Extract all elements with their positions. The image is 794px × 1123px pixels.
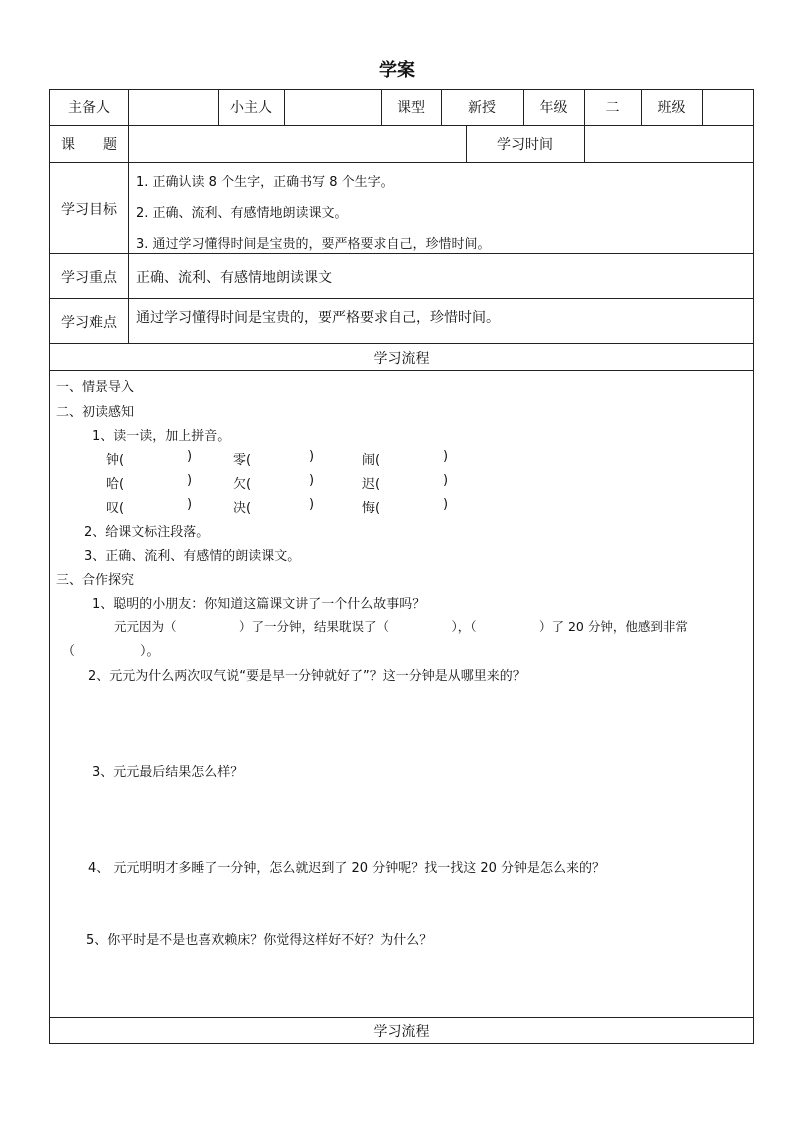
question-item: 3、元元最后结果怎么样？: [92, 765, 244, 780]
row-divider: [49, 1017, 754, 1018]
type-value: 新授: [468, 100, 496, 116]
section-heading: 二、初读感知: [56, 405, 135, 420]
goal-item: 3. 通过学习懂得时间是宝贵的，要严格要求自己，珍惜时间。: [136, 237, 491, 252]
task-item: 1、读一读，加上拼音。: [92, 429, 231, 444]
row-divider: [49, 125, 754, 126]
process-header: 学习流程: [373, 351, 430, 367]
task-item: 3、正确、流利、有感情的朗读课文。: [84, 549, 301, 564]
task-item: 2、给课文标注段落。: [84, 525, 210, 540]
char-cell: ): [443, 497, 449, 512]
table-border-top: [49, 89, 754, 90]
col-divider: [702, 89, 703, 125]
char-cell: ): [309, 473, 315, 488]
topic-label: 课 题: [61, 137, 117, 153]
grade-label: 年级: [539, 100, 568, 116]
char-cell: 欠(: [233, 477, 252, 492]
char-cell: ): [187, 497, 193, 512]
row-divider: [49, 162, 754, 163]
char-cell: ): [187, 473, 193, 488]
section-heading: 三、合作探究: [56, 573, 135, 588]
preparer-label: 主备人: [68, 100, 110, 116]
char-cell: 迟(: [362, 477, 381, 492]
char-cell: 哈(: [106, 477, 125, 492]
minor-label: 小主人: [230, 100, 272, 116]
type-label: 课型: [397, 100, 425, 116]
fill-in-line: （ ）。: [62, 644, 160, 659]
row-divider: [49, 298, 754, 299]
goals-label: 学习目标: [61, 202, 117, 218]
table-border-left: [49, 89, 50, 1044]
question-item: 2、元元为什么两次叹气说“要是早一分钟就好了”？这一分钟是从哪里来的？: [88, 669, 526, 684]
char-cell: ): [309, 449, 315, 464]
char-cell: ): [309, 497, 315, 512]
class-label: 班级: [657, 100, 686, 116]
col-divider: [584, 125, 585, 162]
fill-in-line: 元元因为（ ）了一分钟，结果耽误了（ ），（ ）了 20 分钟，他感到非常: [114, 619, 688, 634]
char-cell: 零(: [233, 453, 252, 468]
question-item: 4、 元元明明才多睡了一分钟，怎么就迟到了 20 分钟呢？找一找这 20 分钟是怎么来的？: [88, 861, 606, 876]
question-item: 5、你平时是不是也喜欢赖床？你觉得这样好不好？为什么？: [86, 933, 433, 948]
char-cell: ): [187, 449, 193, 464]
goal-item: 1. 正确认读 8 个生字，正确书写 8 个生字。: [136, 175, 394, 190]
table-border-right: [753, 89, 754, 1044]
question-item: 1、聪明的小朋友：你知道这篇课文讲了一个什么故事吗？: [92, 597, 426, 612]
char-cell: 悔(: [362, 501, 381, 516]
difficulty-text: 通过学习懂得时间是宝贵的，要严格要求自己，珍惜时间。: [136, 310, 500, 326]
char-cell: ): [443, 473, 449, 488]
char-cell: 叹(: [106, 501, 125, 516]
row-divider: [49, 343, 754, 344]
row-divider: [49, 370, 754, 371]
table-border-bottom: [49, 1043, 754, 1044]
char-cell: 钟(: [106, 453, 125, 468]
page-title: 学案: [379, 60, 415, 81]
key-point-text: 正确、流利、有感情地朗读课文: [136, 270, 332, 286]
char-cell: 决(: [233, 501, 252, 516]
char-cell: ): [443, 449, 449, 464]
grade-value: 二: [605, 100, 620, 116]
char-cell: 闹(: [362, 453, 381, 468]
section-heading: 一、情景导入: [56, 380, 135, 395]
key-point-label: 学习重点: [61, 270, 117, 286]
goal-item: 2. 正确、流利、有感情地朗读课文。: [136, 206, 348, 221]
footer-process-header: 学习流程: [373, 1024, 430, 1040]
row-divider: [49, 253, 754, 254]
difficulty-label: 学习难点: [61, 315, 117, 331]
study-time-label: 学习时间: [497, 137, 553, 153]
col-divider: [284, 89, 285, 125]
